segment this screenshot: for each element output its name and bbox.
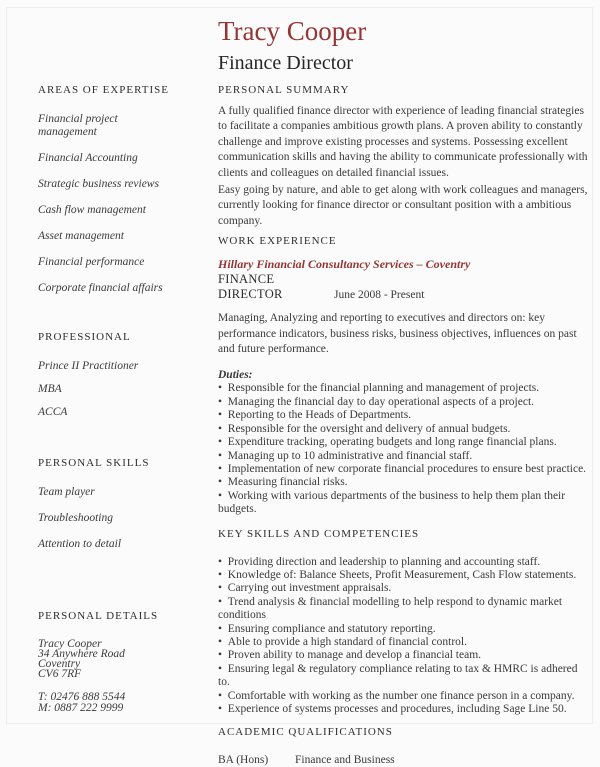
candidate-job-title: Finance Director <box>218 52 353 74</box>
personal-summary-heading: PERSONAL SUMMARY <box>218 84 350 96</box>
key-skill-item: • Knowledge of: Balance Sheets, Profit Measurement, Cash Flow statements. <box>218 569 590 582</box>
expertise-item: Cash flow management <box>38 204 146 216</box>
professional-item: ACCA <box>38 406 68 418</box>
duty-item: • Implementation of new corporate financial procedures to ensure best practice. <box>218 463 590 476</box>
content-columns <box>0 84 600 767</box>
candidate-name: Tracy Cooper <box>218 16 367 46</box>
sidebar <box>38 84 218 767</box>
duty-item: • Managing up to 10 administrative and financial staff. <box>218 450 590 463</box>
duty-item: • Measuring financial risks. <box>218 476 590 489</box>
mobile-number-cropped: M: 0887 222 9999 <box>38 702 124 714</box>
address-line-city: Coventry <box>38 658 81 670</box>
role-and-dates <box>218 272 590 303</box>
professional-heading: PROFESSIONAL <box>38 331 131 343</box>
duty-item: • Reporting to the Heads of Departments. <box>218 409 590 422</box>
resume-header <box>0 0 600 75</box>
duties-label: Duties: <box>218 369 253 382</box>
key-skill-item: • Trend analysis & financial modelling to help respond to dynamic market conditions <box>218 596 590 623</box>
expertise-item: Financial performance <box>38 256 145 268</box>
section-key-skills <box>218 528 590 717</box>
key-skill-item: • Ensuring legal & regulatory compliance relating to tax & HMRC is adhered to. <box>218 663 590 690</box>
section-areas-of-expertise <box>38 84 218 295</box>
expertise-item: Asset management <box>38 230 124 242</box>
address-line-street: 34 Anywhere Road <box>38 648 125 660</box>
telephone-number: T: 02476 888 5544 <box>38 691 126 703</box>
personal-skill-item: Team player <box>38 486 95 498</box>
section-academic-qualifications <box>218 726 590 767</box>
duty-item: • Responsible for the financial planning and management of projects. <box>218 382 590 395</box>
summary-paragraph: Easy going by nature, and able to get along with work colleagues and managers, currently looking for finance director or consultant position with a ambitious company. <box>218 184 588 227</box>
key-skill-item: • Experience of systems processes and procedures, including Sage Line 50. <box>218 703 590 716</box>
employment-dates: June 2008 - Present <box>334 289 425 302</box>
duty-item: • Managing the financial day to day operational aspects of a project. <box>218 396 590 409</box>
key-skill-item: • Proven ability to manage and develop a financial team. <box>218 649 590 662</box>
key-skill-item: • Able to provide a high standard of financial control. <box>218 636 590 649</box>
duty-item: • Working with various departments of the business to help them plan their budgets. <box>218 490 590 517</box>
section-work-experience <box>218 235 590 516</box>
personal-skills-heading: PERSONAL SKILLS <box>38 457 150 469</box>
section-personal-skills <box>38 457 218 551</box>
degree-course: Finance and Business <box>295 754 395 767</box>
professional-item: MBA <box>38 383 62 395</box>
key-skill-item: • Providing direction and leadership to planning and accounting staff. <box>218 556 590 569</box>
key-skill-item: • Carrying out investment appraisals. <box>218 582 590 595</box>
personal-skill-item: Attention to detail <box>38 538 122 550</box>
expertise-item: Corporate financial affairs <box>38 282 163 294</box>
address-line-name: Tracy Cooper <box>38 638 102 650</box>
personal-skill-item: Troubleshooting <box>38 512 113 524</box>
employer-name: Hillary Financial Consultancy Services – Coventry <box>218 257 471 272</box>
key-skill-item: • Ensuring compliance and statutory reporting. <box>218 623 590 636</box>
personal-details-heading: PERSONAL DETAILS <box>38 610 159 622</box>
key-skills-heading: KEY SKILLS AND COMPETENCIES <box>218 527 420 540</box>
expertise-item: Financial Accounting <box>38 152 138 164</box>
address-line-postcode: CV6 7RF <box>38 668 82 680</box>
work-intro-paragraph: Managing, Analyzing and reporting to executives and directors on: key performance indicators, business risks, business objectives, influences on past and future performance. <box>218 312 577 356</box>
degree-name: BA (Hons) <box>218 754 269 767</box>
academic-qualifications-heading: ACADEMIC QUALIFICATIONS <box>218 726 393 739</box>
duty-item: • Responsible for the oversight and delivery of annual budgets. <box>218 423 590 436</box>
section-personal-details <box>38 610 218 714</box>
section-personal-summary <box>218 84 590 229</box>
key-skill-item: • Comfortable with working as the number one finance person in a company. <box>218 690 590 703</box>
duty-item: • Expenditure tracking, operating budgets and long range financial plans. <box>218 436 590 449</box>
work-experience-heading: WORK EXPERIENCE <box>218 235 337 248</box>
role-title: FINANCE DIRECTOR <box>218 272 283 302</box>
areas-of-expertise-heading: AREAS OF EXPERTISE <box>38 84 170 96</box>
main-column <box>218 84 590 767</box>
section-professional <box>38 331 218 419</box>
summary-paragraph: A fully qualified finance director with experience of leading financial strategies to facilitate a companies ambitious growth plans. A proven ability to constantly challenge and improve existing processes and systems. Possessing excellent communication skills and having the ability to communicate professionally with clients and colleagues on detailed financial issues. <box>218 105 588 179</box>
expertise-item: Financial project management <box>38 113 118 138</box>
qualification-row <box>218 753 590 767</box>
expertise-item: Strategic business reviews <box>38 178 159 190</box>
professional-item: Prince II Practitioner <box>38 360 139 372</box>
